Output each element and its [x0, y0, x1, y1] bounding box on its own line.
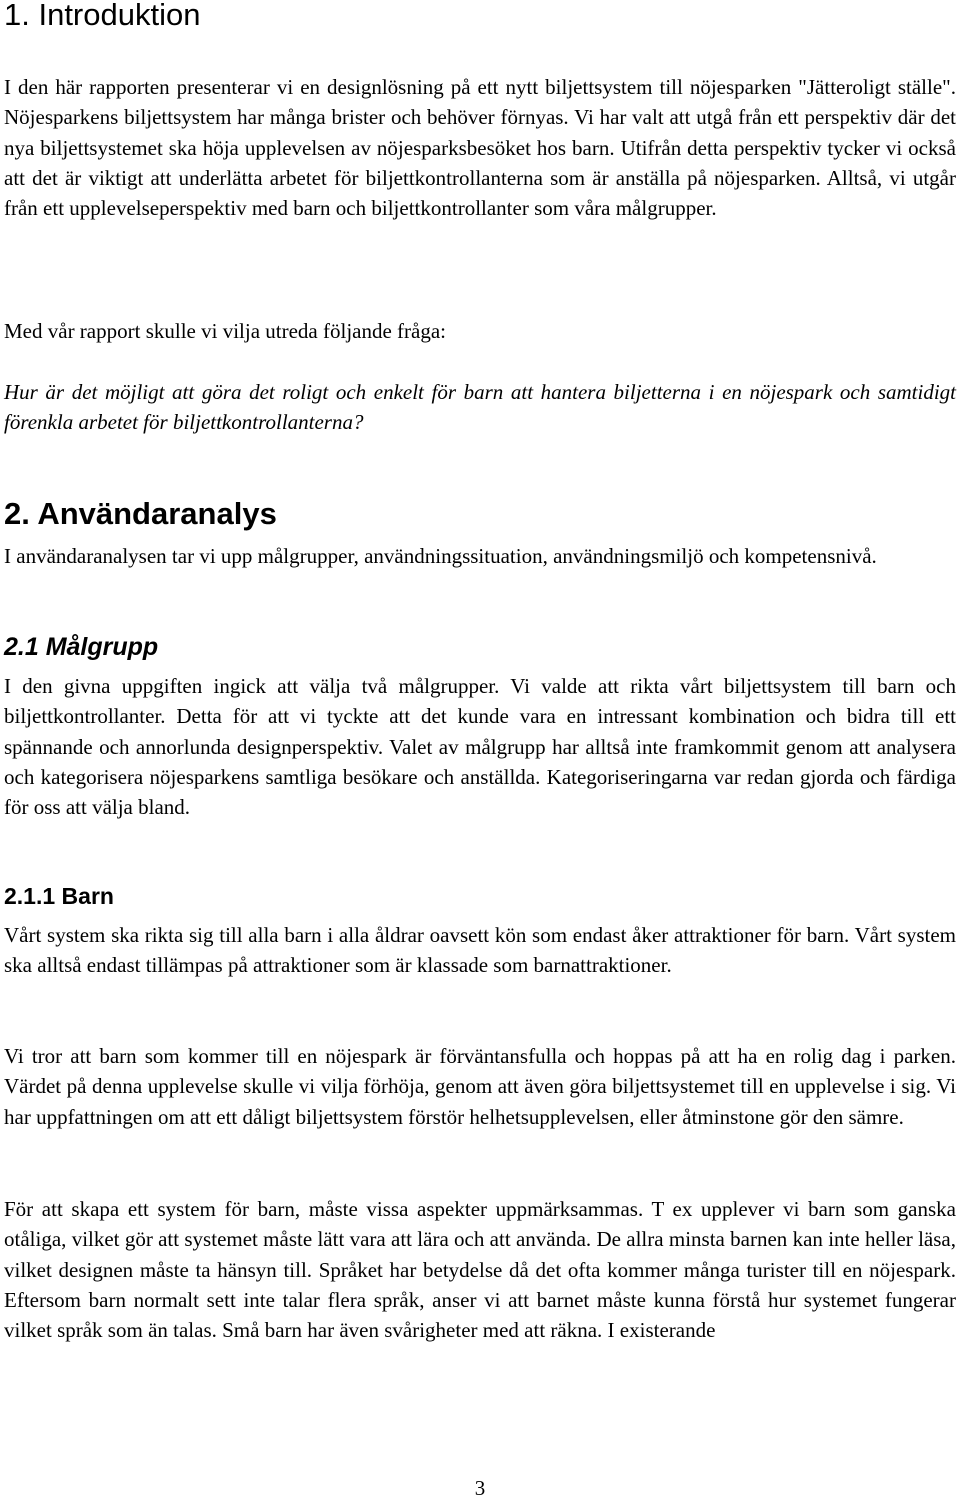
section-2-1-1-paragraph-1: Vårt system ska rikta sig till alla barn i alla åldrar oavsett kön som endast åker attraktioner för barn. Vårt system ska alltså endast tillämpas på attraktioner som är klassade som barnattraktioner. [4, 923, 956, 978]
research-question: Hur är det möjligt att göra det roligt och enkelt för barn att hantera biljetterna i en nöjespark och samtidigt förenkla arbetet för biljettkontrollanterna? [4, 380, 956, 435]
section-2-paragraph-1: I användaranalysen tar vi upp målgrupper, användningssituation, användningsmiljö och kompetensnivå. [4, 544, 877, 568]
section-2-1-paragraph-1: I den givna uppgiften ingick att välja två målgrupper. Vi valde att rikta vårt biljettsystem till barn och biljettkontrollanter. Detta för att vi tyckte att det kunde vara en intressant kombination och bidra till ett spännande och annorlunda designperspektiv. Valet av målgrupp har alltså inte framkommit genom att analysera och kategorisera nöjesparkens samtliga besökare och anställda. Kategoriseringarna var redan gjorda och färdiga för oss att välja bland. [4, 674, 956, 820]
section-1-heading: 1. Introduktion [4, 0, 201, 32]
section-2-1-heading: 2.1 Målgrupp [4, 633, 159, 661]
section-1-paragraph-2: Med vår rapport skulle vi vilja utreda följande fråga: [4, 319, 447, 343]
page-number: 3 [474, 1476, 486, 1500]
section-2-1-1-paragraph-3: För att skapa ett system för barn, måste vissa aspekter uppmärksammas. T ex upplever vi barn som ganska otåliga, vilket gör att systemet måste lätt vara att lära och att använda. De allra minsta barnen kan inte heller läsa, vilket designen måste ta hänsyn till. Språket har betydelse då det ofta kommer många turister till en nöjespark. Eftersom barn normalt sett inte talar flera språk, anser vi att barnet måste kunna förstå hur systemet fungerar vilket språk som än talas. Små barn har även svårigheter med att räkna. I existerande [4, 1197, 956, 1343]
section-2-1-1-heading: 2.1.1 Barn [4, 883, 114, 909]
section-2-heading: 2. Användaranalys [4, 496, 277, 531]
section-1-paragraph-1: I den här rapporten presenterar vi en designlösning på ett nytt biljettsystem till nöjesparken "Jätteroligt ställe". Nöjesparkens biljettsystem har många brister och behöver förnyas. Vi har valt att utgå från ett perspektiv där det nya biljettsystemet ska höja upplevelsen av nöjesparksbesöket hos barn. Utifrån detta perspektiv tycker vi också att det är viktigt att underlätta arbetet för biljettkontrollanterna som är anställa på nöjesparken. Alltså, vi utgår från ett upplevelseperspektiv med barn och biljettkontrollanter som våra målgrupper. [4, 75, 956, 221]
section-2-1-1-paragraph-2: Vi tror att barn som kommer till en nöjespark är förväntansfulla och hoppas på att ha en rolig dag i parken. Värdet på denna upplevelse skulle vi vilja förhöja, genom att även göra biljettsystemet till en upplevelse i sig. Vi har uppfattningen om att ett dåligt biljettsystem förstör helhetsupplevelsen, eller åtminstone gör den sämre. [4, 1044, 956, 1129]
